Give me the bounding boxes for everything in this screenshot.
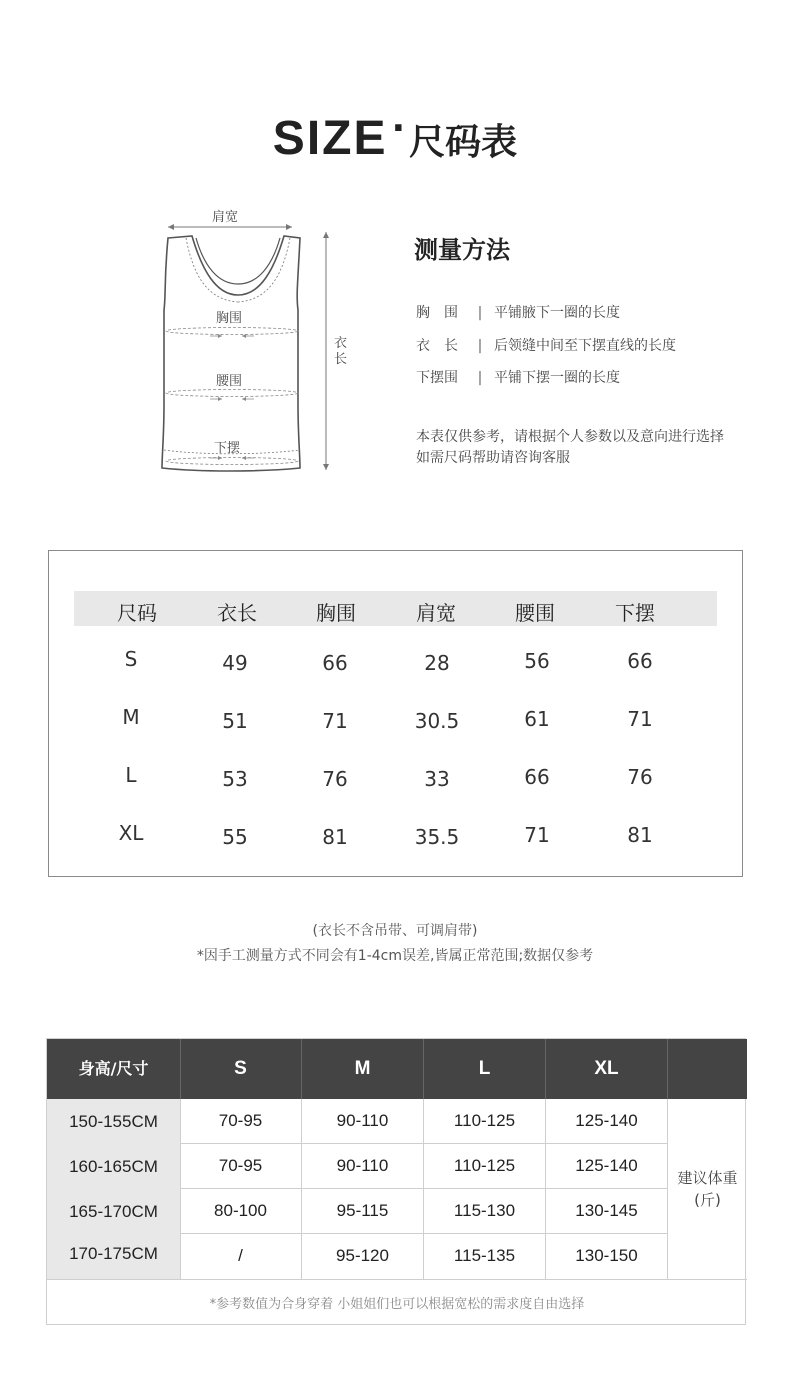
method-desc: 后领缝中间至下摆直线的长度 (494, 338, 676, 354)
corner-header: 身高/尺寸 (78, 1059, 149, 1078)
weight-cell: 115-130 (453, 1201, 516, 1220)
divider (180, 1233, 667, 1234)
size-cell: 76 (627, 765, 653, 789)
title-dot: · (391, 108, 406, 149)
weight-unit: (斤) (694, 1191, 721, 1209)
size-cell: L (125, 763, 137, 787)
weight-cell: 90-110 (336, 1156, 389, 1175)
weight-cell: 130-145 (575, 1201, 638, 1220)
size-cell: 55 (222, 825, 248, 849)
header-cell: 胸围 (316, 601, 356, 625)
size-cell: 71 (524, 823, 550, 847)
divider (545, 1039, 546, 1099)
height-cell: 150-155CM (47, 1099, 180, 1144)
size-cell: 49 (222, 651, 248, 675)
size-cell: S (124, 647, 138, 671)
method-sep: | (477, 370, 483, 386)
method-label: 胸 围 (416, 305, 458, 321)
size-table-header (74, 591, 717, 626)
size-cell: 66 (627, 649, 653, 673)
size-cell: 33 (424, 767, 450, 791)
height-cell: 170-175CM (47, 1234, 180, 1279)
weight-label: 建议体重 (677, 1169, 738, 1187)
size-cell: 56 (524, 649, 550, 673)
header-cell: 肩宽 (416, 601, 456, 625)
size-header: M (354, 1058, 371, 1079)
weight-cell: 110-125 (453, 1111, 516, 1130)
size-header: L (478, 1058, 491, 1079)
divider (423, 1039, 424, 1099)
divider (180, 1039, 181, 1099)
reference-note-line: 如需尺码帮助请咨询客服 (416, 450, 570, 466)
weight-cell: 130-150 (575, 1246, 638, 1265)
weight-table-header (47, 1039, 747, 1099)
weight-cell: / (238, 1246, 243, 1265)
size-cell: 71 (627, 707, 653, 731)
weight-unit-label (668, 1167, 747, 1211)
reference-note (416, 427, 724, 469)
size-cell: XL (118, 821, 144, 845)
hem-label: 下摆 (214, 441, 241, 456)
weight-cell: 95-115 (336, 1201, 389, 1220)
weight-cell: 110-125 (453, 1156, 516, 1175)
method-sep: | (477, 305, 483, 321)
method-sep: | (477, 338, 483, 354)
weight-cell: 70-95 (218, 1111, 263, 1130)
weight-cell: 125-140 (575, 1156, 638, 1175)
length-char-1: 衣 (334, 336, 348, 351)
height-cell: 160-165CM (47, 1144, 180, 1189)
shoulder-label: 肩宽 (212, 210, 239, 225)
length-char-2: 长 (334, 352, 348, 367)
size-cell: 66 (524, 765, 550, 789)
size-cell: 81 (627, 823, 653, 847)
size-cell: 28 (424, 651, 450, 675)
header-cell: 腰围 (515, 601, 555, 625)
weight-cell: 80-100 (214, 1201, 267, 1220)
title-zh: 尺码表 (409, 122, 518, 163)
length-label (334, 336, 350, 368)
divider (667, 1039, 668, 1099)
size-cell: 61 (524, 707, 550, 731)
size-cell: M (122, 705, 140, 729)
size-header: XL (594, 1058, 619, 1079)
header-cell: 下摆 (615, 601, 655, 625)
size-header: S (234, 1058, 247, 1079)
method-desc: 平铺腋下一圈的长度 (494, 305, 620, 321)
header-cell: 衣长 (217, 601, 257, 625)
size-table (48, 550, 743, 877)
method-row-hem (416, 367, 620, 387)
reference-note-line: 本表仅供参考，请根据个人参数以及意向进行选择 (416, 429, 724, 445)
weight-cell: 70-95 (218, 1156, 263, 1175)
divider (180, 1143, 667, 1144)
size-cell: 53 (222, 767, 248, 791)
method-row-length (416, 335, 676, 355)
weight-cell: 125-140 (575, 1111, 638, 1130)
chest-label: 胸围 (216, 311, 243, 326)
size-cell: 76 (322, 767, 348, 791)
size-cell: 81 (322, 825, 348, 849)
divider (47, 1279, 747, 1280)
size-cell: 71 (322, 709, 348, 733)
size-cell: 30.5 (414, 709, 460, 733)
method-desc: 平铺下摆一圈的长度 (494, 370, 620, 386)
size-cell: 66 (322, 651, 348, 675)
weight-cell: 115-135 (453, 1246, 516, 1265)
method-row-chest (416, 302, 620, 322)
tank-top-diagram (150, 200, 370, 480)
weight-table (46, 1038, 746, 1325)
size-cell: 51 (222, 709, 248, 733)
height-cell: 165-170CM (47, 1189, 180, 1234)
size-cell: 35.5 (414, 825, 460, 849)
method-label: 衣 长 (416, 338, 458, 354)
method-title: 测量方法 (414, 236, 510, 264)
header-cell: 尺码 (117, 601, 157, 625)
error-note: *因手工测量方式不同会有1-4cm误差,皆属正常范围;数据仅参考 (196, 948, 594, 964)
weight-footnote: *参考数值为合身穿着 小姐姐们也可以根据宽松的需求度自由选择 (209, 1297, 585, 1312)
divider (180, 1188, 667, 1189)
method-label: 下摆围 (416, 370, 458, 386)
length-note: (衣长不含吊带、可调肩带) (312, 923, 478, 939)
page-title (0, 108, 790, 166)
waist-label: 腰围 (216, 374, 243, 389)
title-en: SIZE (272, 112, 388, 165)
weight-cell: 95-120 (336, 1246, 389, 1265)
weight-cell: 90-110 (336, 1111, 389, 1130)
divider (301, 1039, 302, 1099)
